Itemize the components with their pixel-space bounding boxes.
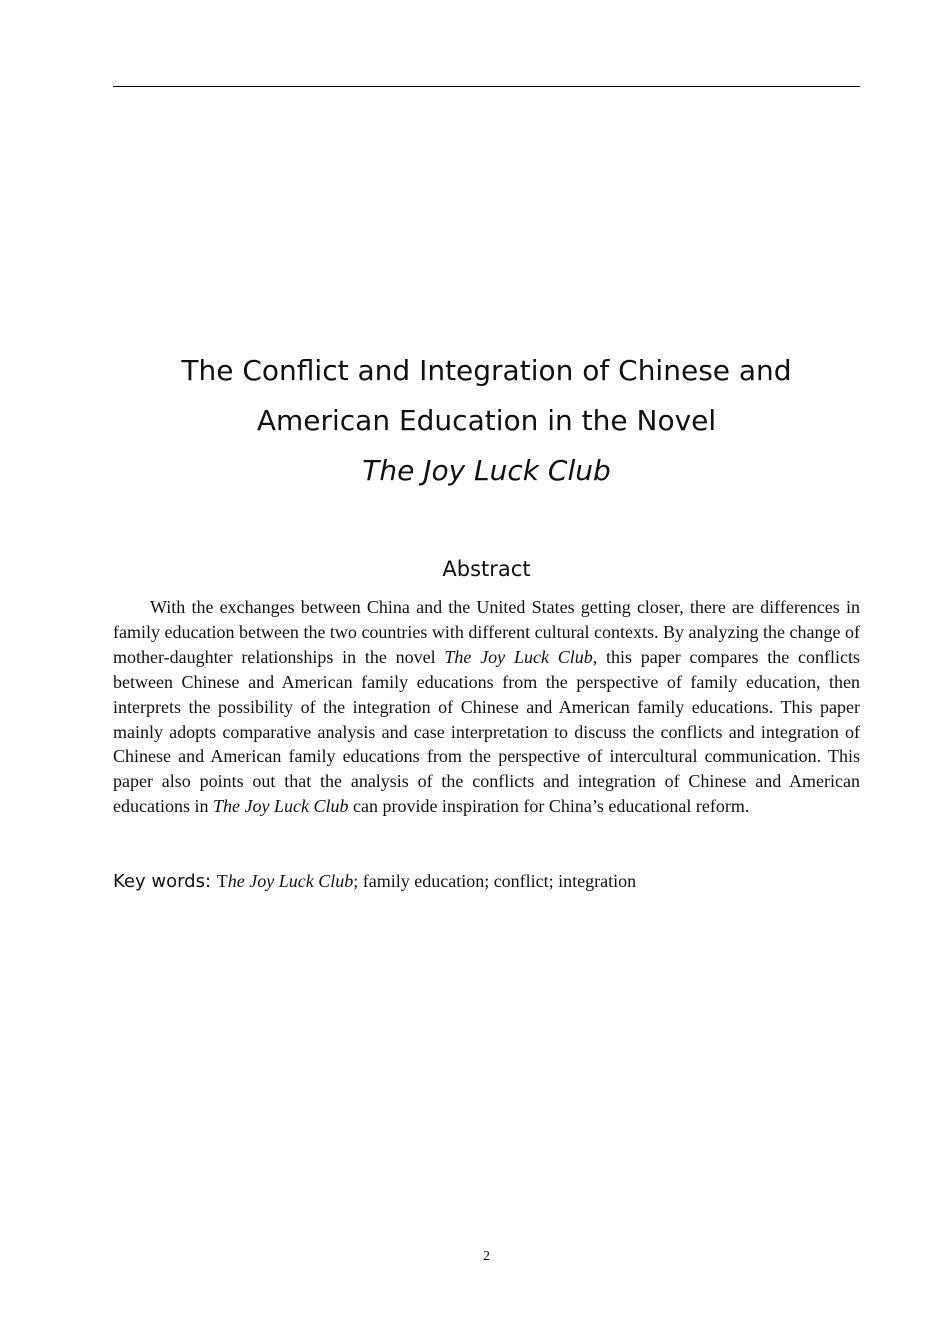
keywords-list: ; family education; conflict; integration: [353, 871, 637, 891]
title-line-1: The Conflict and Integration of Chinese and: [181, 354, 792, 387]
title-line-3-book: The Joy Luck Club: [362, 454, 611, 487]
abstract-book-title-1: The Joy Luck Club: [444, 646, 593, 667]
title-line-2: American Education in the Novel: [256, 404, 717, 437]
abstract-text-3: can provide inspiration for China’s educational reform.: [348, 796, 750, 817]
keywords-first-letter: T: [216, 871, 228, 891]
abstract-text-1: With the exchanges between China and the United States getting closer, there are differences in family education between the two countries with different cultural contexts. By analyzing the change of mother-daughter relationships in the novel: [113, 597, 860, 667]
abstract-heading: Abstract: [442, 557, 531, 581]
keywords: [113, 868, 860, 895]
abstract-paragraph: [113, 595, 860, 819]
abstract-text-2: , this paper compares the conflicts between Chinese and American family educations from the perspective of family education, then interprets the possibility of the integration of Chinese and American family educations. This paper mainly adopts comparative analysis and case interpretation to discuss the conflicts and integration of Chinese and American family educations from the perspective of intercultural communication. This paper also points out that the analysis of the conflicts and integration of Chinese and American educations in: [113, 646, 860, 817]
abstract-book-title-2: The Joy Luck Club: [212, 796, 349, 817]
paper-title: [113, 346, 860, 496]
page-number: 2: [483, 1249, 490, 1264]
header-rule: [113, 86, 860, 87]
keywords-book-title: he Joy Luck Club: [227, 871, 354, 891]
keywords-label: Key words:: [113, 871, 217, 892]
